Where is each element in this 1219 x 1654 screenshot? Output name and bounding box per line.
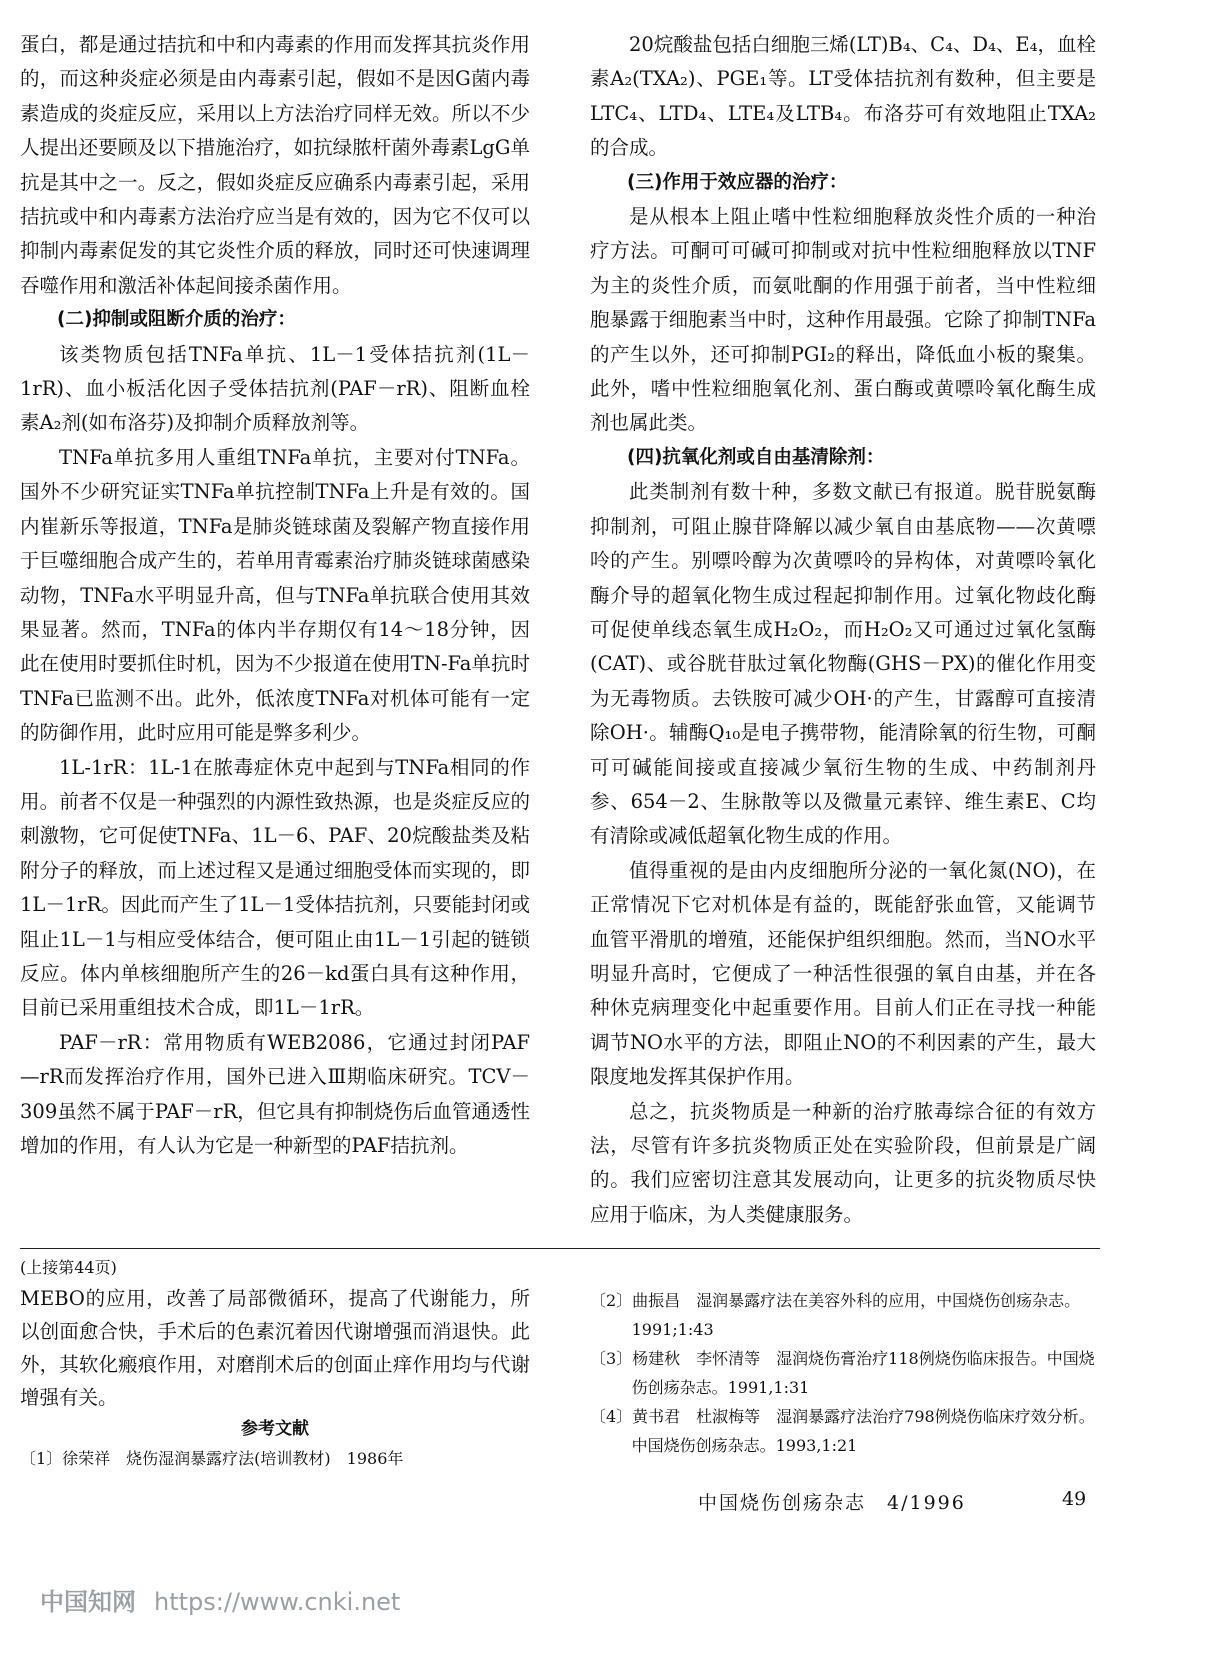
references-list — [590, 1286, 1100, 1460]
body-paragraph: TNFa单抗多用人重组TNFa单抗，主要对付TNFa。国外不少研究证实TNFa单抗控制TNFa上升是有效的。国内崔新乐等报道，TNFa是肺炎链球菌及裂解产物直接作用于巨噬细胞合成产生的，若单用青霉素治疗肺炎链球菌感染动物，TNFa水平明显升高，但与TNFa单抗联合使用其效果显著。然而，TNFa的体内半存期仅有14～18分钟，因此在使用时要抓住时机，因为不少报道在使用TN-Fa单抗时TNFa已监测不出。此外，低浓度TNFa对机体可能有一定的防御作用，此时应用可能是弊多利少。 — [20, 445, 530, 745]
section-heading: (四)抗氧化剂或自由基清除剂： — [627, 446, 885, 468]
watermark-url: https://www.cnki.net — [154, 1588, 401, 1616]
body-paragraph: 总之，抗炎物质是一种新的治疗脓毒综合征的有效方法，尽管有许多抗炎物质正处在实验阶段，但前景是广阔的。我们应密切注意其发展动向，让更多的抗炎物质尽快应用于临床，为人类健康服务。 — [590, 1099, 1096, 1226]
body-paragraph: 值得重视的是由内皮细胞所分泌的一氧化氮(NO)，在正常情况下它对机体是有益的，既能舒张血管，又能调节血管平滑肌的增殖，还能保护组织细胞。然而，当NO水平明显升高时，它便成了一种活性很强的氧自由基，并在各种休克病理变化中起重要作用。目前人们正在寻找一种能调节NO水平的方法，即阻止NO的不利因素的产生，最大限度地发挥其保护作用。 — [590, 858, 1096, 1089]
right-column — [590, 28, 1096, 1232]
body-paragraph: PAF－rR：常用物质有WEB2086，它通过封闭PAF—rR而发挥治疗作用，国外已进入Ⅲ期临床研究。TCV－309虽然不属于PAF－rR，但它具有抑制烧伤后血管通透性增加的作用，有人认为它是一种新型的PAF拮抗剂。 — [20, 1030, 530, 1157]
body-paragraph: 蛋白，都是通过拮抗和中和内毒素的作用而发挥其抗炎作用的，而这种炎症必须是由内毒素引起，假如不是因G菌内毒素造成的炎症反应，采用以上方法治疗同样无效。所以不少人提出还要顾及以下措施治疗，如抗绿脓杆菌外毒素LgG单抗是其中之一。反之，假如炎症反应确系内毒素引起，采用拮抗或中和内毒素方法治疗应当是有效的，因为它不仅可以抑制内毒素促发的其它炎性介质的释放，同时还可快速调理吞噬作用和激活补体起间接杀菌作用。 — [20, 33, 530, 297]
section-heading: (二)抑制或阻断介质的治疗： — [57, 309, 296, 331]
reference-item: 〔1〕徐荣祥 烧伤湿润暴露疗法(培训教材) 1986年 — [20, 1449, 404, 1468]
section-divider — [20, 1248, 1100, 1249]
reference-item: 〔4〕黄书君 杜淑梅等 湿润暴露疗法治疗798例烧伤临床疗效分析。中国烧伤创疡杂志。1993,1:21 — [590, 1407, 1095, 1455]
references-title: 参考文献 — [241, 1419, 309, 1439]
section-heading: (三)作用于效应器的治疗： — [627, 171, 848, 193]
body-paragraph: 是从根本上阻止嗜中性粒细胞释放炎性介质的一种治疗方法。可酮可可碱可抑制或对抗中性粒细胞释放以TNF为主的炎性介质，而氨吡酮的作用强于前者，当中性粒细胞暴露于细胞素当中时，这种作用最强。它除了抑制TNFa的产生以外，还可抑制PGI₂的释出，降低血小板的聚集。此外，嗜中性粒细胞氧化剂、蛋白酶或黄嘌呤氧化酶生成剂也属此类。 — [590, 205, 1096, 435]
continuation-note: (上接第44页) — [20, 1258, 117, 1277]
left-column — [20, 28, 530, 1163]
body-paragraph: 20烷酸盐包括白细胞三烯(LT)B₄、C₄、D₄、E₄，血栓素A₂(TXA₂)、PGE₁等。LT受体拮抗剂有数种，但主要是LTC₄、LTD₄、LTE₄及LTB₄。布洛芬可有效地阻止TXA₂的合成。 — [590, 33, 1096, 160]
body-paragraph: 1L-1rR：1L-1在脓毒症休克中起到与TNFa相同的作用。前者不仅是一种强烈的内源性致热源，也是炎症反应的刺激物，它可促使TNFa、1L－6、PAF、20烷酸盐类及粘附分子的释放，而上述过程又是通过细胞受体而实现的，即1L－1rR。因此而产生了1L－1受体拮抗剂，只要能封闭或阻止1L－1与相应受体结合，便可阻止由1L－1引起的链锁反应。体内单核细胞所产生的26－kd蛋白具有这种作用，目前已采用重组技术合成，即1L－1rR。 — [20, 755, 530, 1020]
continuation-text: MEBO的应用，改善了局部微循环，提高了代谢能力，所以创面愈合快，手术后的色素沉着因代谢增强而消退快。此外，其软化瘢痕作用，对磨削术后的创面止痒作用均与代谢增强有关。 — [20, 1287, 530, 1409]
watermark-logo: 中国知网 — [40, 1588, 136, 1616]
journal-footer: 中国烧伤创疡杂志 4/1996 — [698, 1492, 966, 1514]
reference-item: 〔3〕杨建秋 李怀清等 湿润烧伤膏治疗118例烧伤临床报告。中国烧伤创疡杂志。1991,1:31 — [590, 1349, 1095, 1397]
continuation-block — [20, 1254, 530, 1473]
page-number: 49 — [1062, 1488, 1087, 1510]
body-paragraph: 该类物质包括TNFa单抗、1L－1受体拮抗剂(1L－1rR)、血小板活化因子受体拮抗剂(PAF－rR)、阻断血栓素A₂剂(如布洛芬)及抑制介质释放剂等。 — [20, 342, 530, 435]
body-paragraph: 此类制剂有数十种，多数文献已有报道。脱苷脱氨酶抑制剂，可阻止腺苷降解以减少氧自由基底物——次黄嘌呤的产生。别嘌呤醇为次黄嘌呤的异构体，对黄嘌呤氧化酶介导的超氧化物生成过程起抑制作用。过氧化物歧化酶可促使单线态氧生成H₂O₂，而H₂O₂又可通过过氧化氢酶(CAT)、或谷胱苷肽过氧化物酶(GHS－PX)的催化作用变为无毒物质。去铁胺可减少OH·的产生，甘露醇可直接清除OH·。辅酶Q₁₀是电子携带物，能清除氧的衍生物，可酮可可碱能间接或直接减少氧衍生物的生成、中药制剂丹参、654－2、生脉散等以及微量元素锌、维生素E、C均有清除或减低超氧化物生成的作用。 — [590, 480, 1096, 848]
reference-item: 〔2〕曲振昌 湿润暴露疗法在美容外科的应用，中国烧伤创疡杂志。1991;1:43 — [590, 1291, 1081, 1339]
watermark — [40, 1582, 400, 1617]
